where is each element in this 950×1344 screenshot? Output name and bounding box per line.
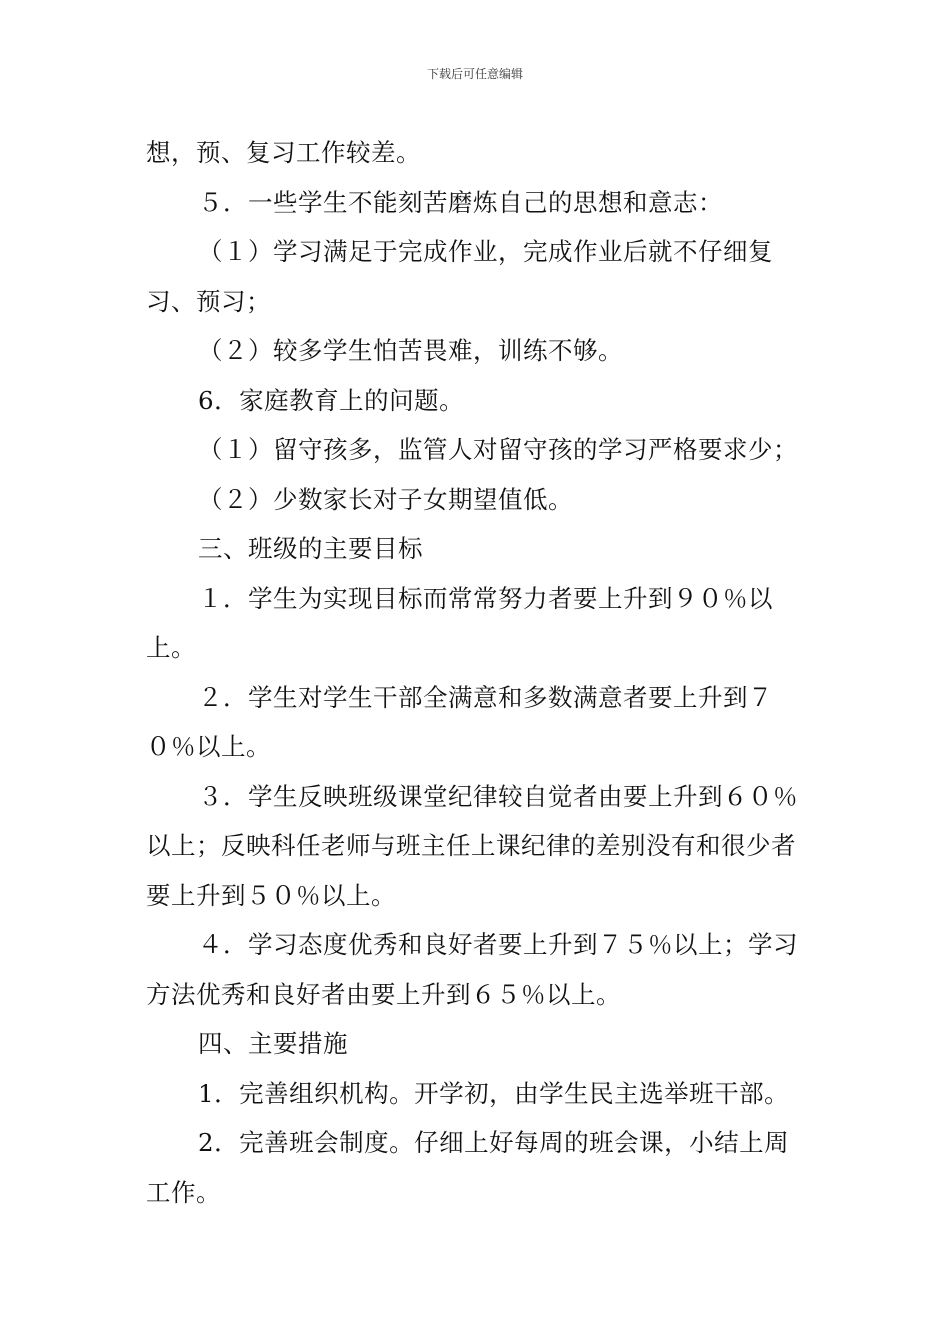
paragraph-10: ２．学生对学生干部全满意和多数满意者要上升到７０％以上。 xyxy=(146,682,773,761)
paragraph-12: ４．学习态度优秀和良好者要上升到７５％以上；学习方法优秀和良好者由要上升到６５％以上。 xyxy=(146,930,798,1009)
paragraph-2: ５．一些学生不能刻苦磨炼自己的思想和意志： xyxy=(198,187,723,217)
paragraph-15: 2．完善班会制度。仔细上好每周的班会课，小结上周工作。 xyxy=(146,1128,790,1207)
paragraph-1: 想，预、复习工作较差。 xyxy=(146,138,421,167)
paragraph-9: １．学生为实现目标而常常努力者要上升到９０％以上。 xyxy=(146,583,773,662)
paragraph-3: （１）学习满足于完成作业，完成作业后就不仔细复习、预习； xyxy=(146,237,773,316)
paragraph-6: （１）留守孩多，监管人对留守孩的学习严格要求少； xyxy=(198,435,798,464)
paragraph-4: （２）较多学生怕苦畏难，训练不够。 xyxy=(198,336,623,365)
paragraph-14: 1．完善组织机构。开学初，由学生民主选举班干部。 xyxy=(198,1078,790,1108)
paragraph-7: （２）少数家长对子女期望值低。 xyxy=(198,484,573,514)
paragraph-11: ３．学生反映班级课堂纪律较自觉者由要上升到６０％以上；反映科任老师与班主任上课纪律的差别没有和很少者要上升到５０％以上。 xyxy=(146,781,798,910)
section-heading-3: 三、班级的主要目标 xyxy=(198,534,423,563)
section-heading-4: 四、主要措施 xyxy=(198,1029,348,1058)
document-body xyxy=(146,128,810,1217)
page-header: 下载后可任意编辑 xyxy=(426,67,523,81)
paragraph-5: 6．家庭教育上的问题。 xyxy=(198,385,465,415)
